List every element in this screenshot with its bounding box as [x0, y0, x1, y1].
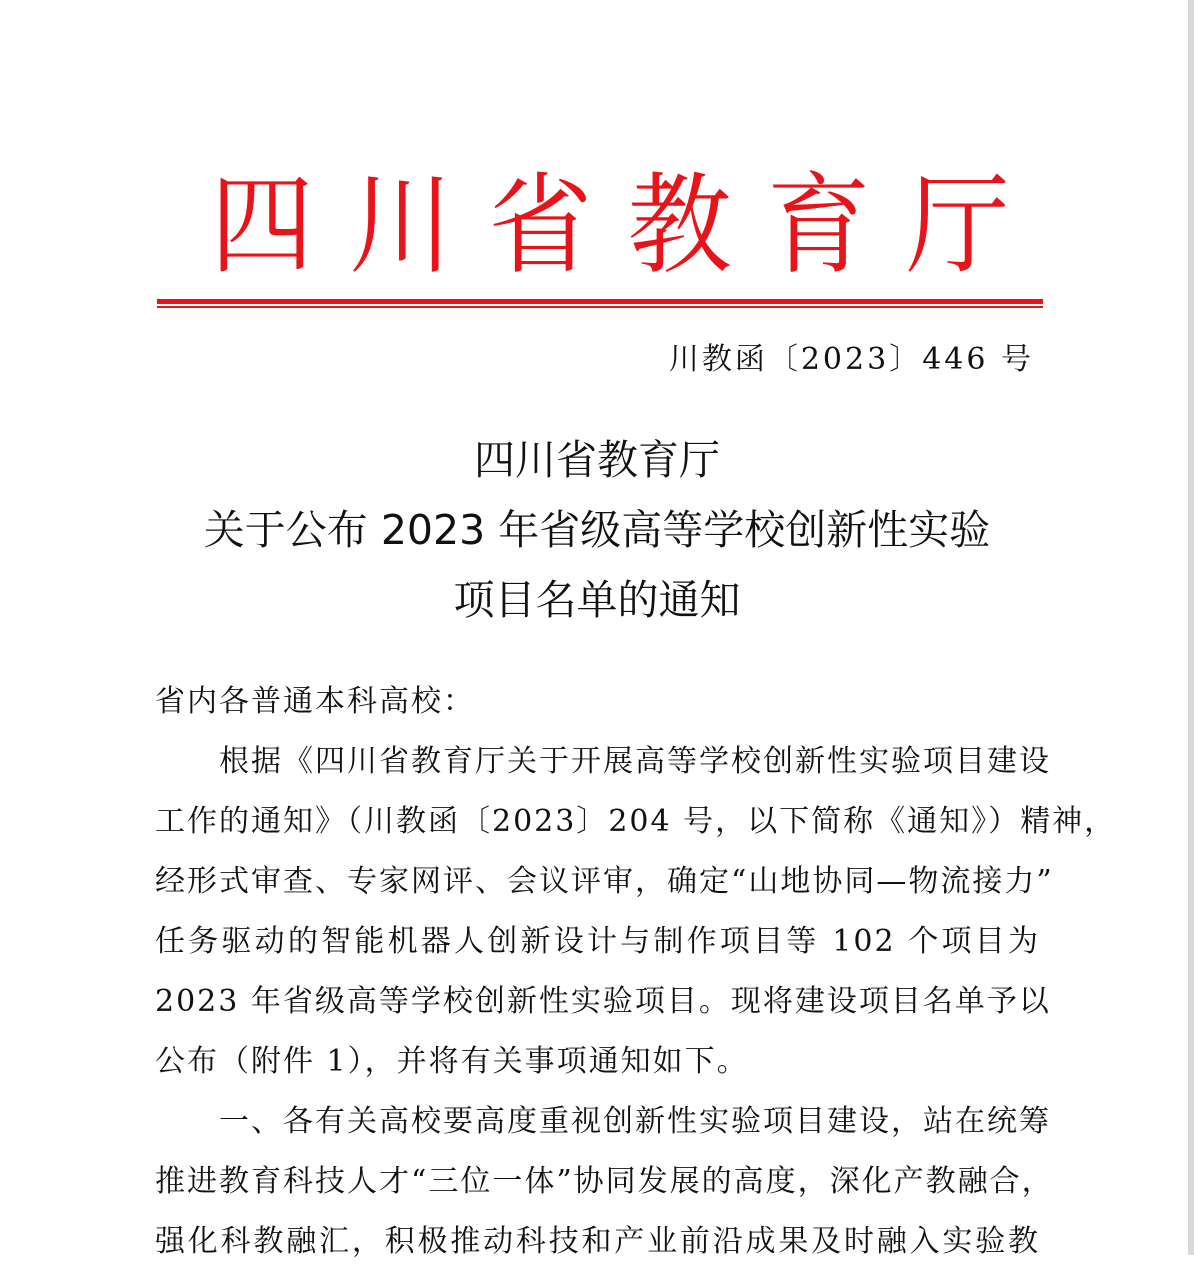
- body-line: 公布（附件 1），并将有关事项通知如下。: [155, 1044, 749, 1079]
- masthead-char: 育: [766, 160, 871, 290]
- masthead-char: 教: [627, 160, 732, 290]
- masthead-rule-thin: [157, 306, 1043, 308]
- body-line: 2023 年省级高等学校创新性实验项目。现将建设项目名单予以: [155, 984, 1051, 1019]
- body-line: 一、各有关高校要高度重视创新性实验项目建设，站在统筹: [219, 1104, 1051, 1139]
- masthead: [150, 160, 1050, 290]
- body-line: 任务驱动的智能机器人创新设计与制作项目等 102 个项目为: [155, 924, 1040, 959]
- document-number: 川教函〔2023〕446 号: [668, 342, 1034, 377]
- salutation: 省内各普通本科高校：: [155, 684, 475, 719]
- body-line: 推进教育科技人才“三位一体”协同发展的高度，深化产教融合，: [155, 1164, 1054, 1199]
- body-line: 根据《四川省教育厅关于开展高等学校创新性实验项目建设: [219, 744, 1051, 779]
- masthead-char: 川: [349, 160, 454, 290]
- body-line: 经形式审查、专家网评、会议评审，确定“山地协同—物流接力”: [155, 864, 1054, 899]
- title-line-1: 四川省教育厅: [474, 436, 720, 484]
- body-line: 强化科教融汇，积极推动科技和产业前沿成果及时融入实验教: [155, 1224, 1040, 1259]
- title-line-2: 关于公布 2023 年省级高等学校创新性实验: [203, 506, 991, 554]
- body-line: 工作的通知》（川教函〔2023〕204 号，以下简称《通知》）精神，: [155, 804, 1117, 839]
- masthead-rule-thick: [157, 299, 1043, 304]
- masthead-char: 厅: [905, 160, 1010, 290]
- masthead-char: 省: [488, 160, 593, 290]
- title-line-3: 项目名单的通知: [453, 576, 741, 624]
- masthead-char: 四: [210, 160, 315, 290]
